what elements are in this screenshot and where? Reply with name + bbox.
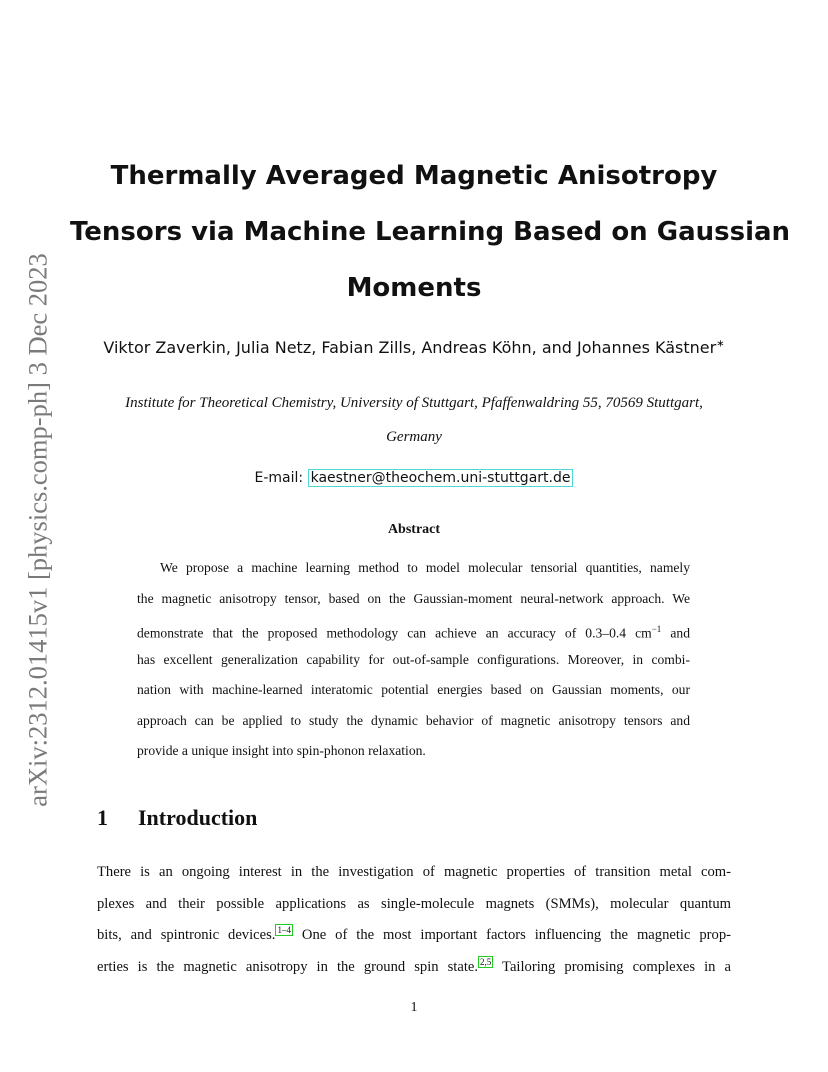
corresponding-mark: ∗	[716, 338, 725, 350]
section-number: 1	[97, 805, 108, 830]
abstract-line: provide a unique insight into spin-phonon relaxation.	[137, 743, 426, 758]
abstract-line: approach can be applied to study the dynamic behavior of magnetic anisotropy tensors and	[137, 712, 690, 728]
intro-line: plexes and their possible applications as single-molecule magnets (SMMs), molecular quantum	[97, 895, 731, 912]
title-line-3: Moments	[346, 273, 482, 303]
intro-text: Tailoring promising complexes in a	[493, 958, 731, 975]
affiliation-line-1: Institute for Theoretical Chemistry, University of Stuttgart, Pfaffenwaldring 55, 70569 Stuttgart,	[125, 395, 703, 411]
intro-text: erties is the magnetic anisotropy in the ground spin state.	[97, 958, 479, 975]
page-number: 1	[410, 1000, 418, 1015]
paper-title	[70, 148, 791, 316]
email-label: E-mail:	[254, 470, 304, 486]
intro-line	[97, 952, 731, 984]
abstract-text: demonstrate that the proposed methodology can achieve an accuracy of 0.3–0.4 cm	[137, 625, 652, 641]
arxiv-identifier: arXiv:2312.01415v1 [physics.comp-ph] 3 Dec 2023	[22, 253, 53, 807]
abstract-body	[137, 553, 690, 767]
intro-text: One of the most important factors influencing the magnetic prop-	[292, 927, 731, 943]
introduction-body	[97, 857, 731, 983]
abstract-heading: Abstract	[387, 522, 441, 537]
section-heading	[97, 805, 257, 831]
affiliation	[90, 386, 738, 454]
intro-text: bits, and spintronic devices.	[97, 927, 276, 943]
arxiv-sidebar	[18, 240, 58, 820]
unit-exponent: −1	[651, 624, 662, 634]
abstract-line: has excellent generalization capability for out-of-sample configurations. Moreover, in combi-	[137, 651, 690, 667]
affiliation-line-2: Germany	[386, 429, 442, 445]
title-line-1: Thermally Averaged Magnetic Anisotropy	[110, 161, 718, 191]
author-names: Viktor Zaverkin, Julia Netz, Fabian Zills, Andreas Köhn, and Johannes Kästner	[103, 338, 717, 357]
title-line-2: Tensors via Machine Learning Based on Gaussian	[70, 217, 791, 247]
abstract-text: and	[661, 625, 690, 641]
email-line	[70, 470, 758, 486]
citation-link[interactable]: 2,5	[480, 956, 492, 967]
abstract-line: We propose a machine learning method to model molecular tensorial quantities, namely	[160, 560, 690, 575]
abstract-line	[137, 614, 690, 645]
intro-line	[97, 920, 731, 952]
email-link[interactable]: kaestner@theochem.uni-stuttgart.de	[308, 469, 574, 487]
author-list	[70, 338, 758, 357]
abstract-line: nation with machine-learned interatomic potential energies based on Gaussian moments, our	[137, 682, 690, 697]
abstract-line: the magnetic anisotropy tensor, based on the Gaussian-moment neural-network approach. We	[137, 590, 690, 606]
section-title: Introduction	[138, 805, 258, 830]
citation-link[interactable]: 1–4	[277, 925, 291, 936]
intro-line: There is an ongoing interest in the investigation of magnetic properties of transition metal com-	[97, 864, 731, 880]
